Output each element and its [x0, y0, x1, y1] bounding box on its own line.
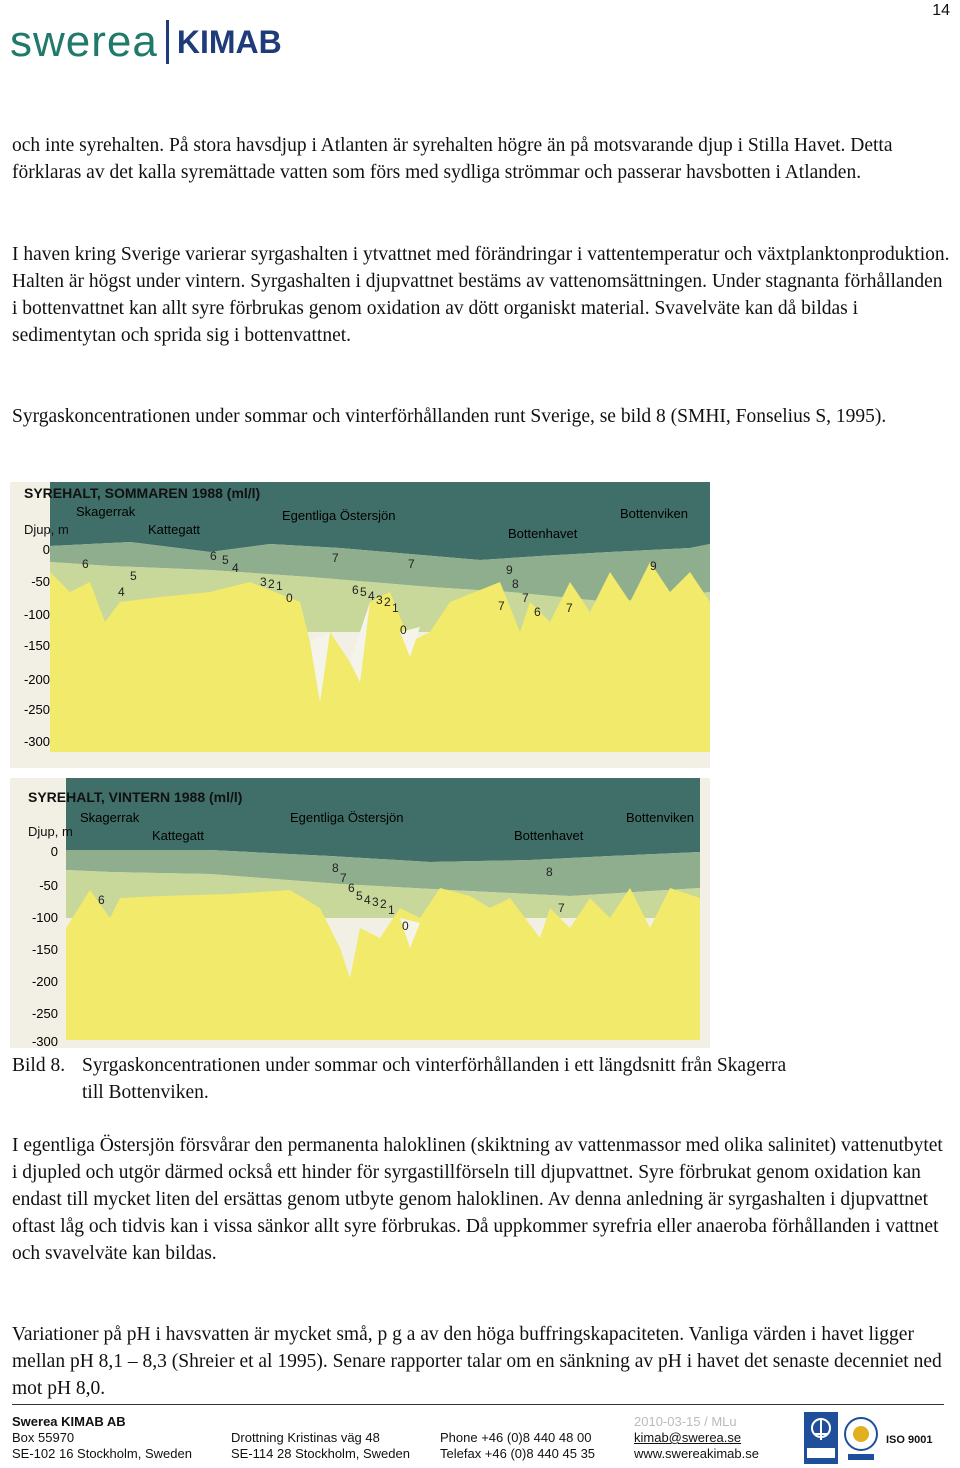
summer-title: SYREHALT, SOMMAREN 1988 (ml/l) — [24, 485, 261, 501]
winter-isoline-label: 3 — [372, 895, 379, 909]
summer-isoline-label: 6 — [534, 605, 541, 619]
footer-street: Drottning Kristinas väg 48 — [231, 1430, 380, 1445]
winter-region-bothnian-bay: Bottenviken — [626, 810, 694, 825]
paragraph-2: I haven kring Sverige varierar syrgashalten i ytvattnet med förändringar i vattentemperatur och växtplanktonproduktion. Halten är högst under vintern. Syrgashalten i djupvattnet bestäms av vattenomsättningen. Under stagnanta förhållanden i bottenvattnet kan allt syre förbrukas genom oxidation av dött organiskt material. Svavelväte kan då bildas i sedimentytan och sprida sig i bottenvattnet. — [12, 244, 950, 346]
summer-tick-200: -200 — [23, 672, 50, 687]
caption-label: Bild 8. — [12, 1055, 66, 1076]
logo-swerea: swerea — [10, 17, 158, 66]
page-footer — [0, 1404, 960, 1468]
summer-oxygen-section — [10, 482, 710, 768]
footer-postal-2: SE-114 28 Stockholm, Sweden — [231, 1446, 410, 1461]
footer-iso: ISO 9001 — [886, 1434, 933, 1446]
paragraph-1: och inte syrehalten. På stora havsdjup i Atlanten är syrehalten högre än på motsvarande djup i Stilla Havet. Detta förklaras av det kalla syremättade vatten som förs med sydliga strömmar och passerar havsbotten i Atlanden. — [12, 135, 893, 183]
summer-isoline-label: 7 — [408, 557, 415, 571]
summer-isoline-label: 4 — [368, 589, 375, 603]
winter-isoline-label: 1 — [388, 903, 395, 917]
winter-isoline-label: 5 — [356, 889, 363, 903]
summer-region-skagerrak: Skagerrak — [76, 504, 136, 519]
figure-summer-oxygen — [10, 482, 710, 768]
summer-region-bothnian-bay: Bottenviken — [620, 506, 688, 521]
summer-isoline-label: 9 — [650, 559, 657, 573]
winter-tick-100: -100 — [31, 910, 58, 925]
summer-isoline-label: 6 — [82, 557, 89, 571]
winter-isoline-label: 0 — [402, 919, 409, 933]
summer-isoline-label: 5 — [360, 585, 367, 599]
footer-contact — [634, 1414, 759, 1462]
summer-region-bothnian-sea: Bottenhavet — [508, 526, 578, 541]
winter-isoline-label: 6 — [98, 893, 105, 907]
logo-kimab: KIMAB — [176, 23, 282, 60]
summer-isoline-label: 0 — [286, 591, 293, 605]
winter-region-kattegatt: Kattegatt — [152, 828, 205, 843]
footer-email[interactable]: kimab@swerea.se — [634, 1430, 742, 1445]
summer-isoline-label: 5 — [222, 553, 229, 567]
swedac-accreditation-logo — [842, 1412, 880, 1467]
summer-isoline-label: 3 — [260, 575, 267, 589]
summer-tick-300: -300 — [23, 734, 50, 749]
winter-tick-250: -250 — [31, 1006, 58, 1021]
summer-isoline-label: 2 — [268, 577, 275, 591]
page-number: 14 — [932, 2, 950, 19]
footer-divider — [12, 1404, 944, 1405]
summer-isoline-label: 8 — [512, 577, 519, 591]
footer-address — [12, 1414, 192, 1462]
summer-isoline-label: 6 — [352, 583, 359, 597]
summer-isoline-label: 7 — [332, 551, 339, 565]
swerea-kimab-logo — [10, 18, 282, 66]
summer-tick-150: -150 — [23, 638, 50, 653]
footer-postal-1: SE-102 16 Stockholm, Sweden — [12, 1446, 192, 1461]
summer-isoline-label: 1 — [276, 579, 283, 593]
winter-isoline-label: 8 — [546, 865, 553, 879]
winter-isoline-label: 7 — [340, 871, 347, 885]
footer-visiting — [231, 1430, 410, 1462]
winter-depth-label: Djup, m — [28, 824, 73, 839]
winter-tick-300: -300 — [31, 1034, 58, 1048]
figure-winter-oxygen — [10, 778, 710, 1048]
winter-tick-50: -50 — [39, 878, 58, 893]
footer-phone: Phone +46 (0)8 440 48 00 — [440, 1430, 592, 1445]
summer-tick-100: -100 — [23, 607, 50, 622]
logo-divider — [166, 20, 169, 64]
summer-isoline-label: 9 — [506, 563, 513, 577]
summer-isoline-label: 2 — [384, 595, 391, 609]
summer-region-baltic-proper: Egentliga Östersjön — [282, 508, 396, 523]
paragraph-5: Variationer på pH i havsvatten är mycket små, p g a av den höga buffringskapaciteten. Vanliga värden i havet ligger mellan pH 8,1 – 8,3 (Shreier et al 1995). Senare rapporter talar om en sänkning av pH i havet det senaste decenniet ned mot pH 8,0. — [12, 1324, 942, 1399]
summer-isoline-label: 5 — [130, 569, 137, 583]
footer-company: Swerea KIMAB AB — [12, 1414, 126, 1429]
footer-phone-block — [440, 1430, 595, 1462]
summer-isoline-label: 1 — [392, 601, 399, 615]
summer-isoline-label: 7 — [566, 601, 573, 615]
summer-isoline-label: 4 — [118, 585, 125, 599]
dnv-certification-logo — [804, 1412, 838, 1467]
footer-date: 2010-03-15 / MLu — [634, 1414, 737, 1429]
summer-tick-50: -50 — [31, 574, 50, 589]
winter-isoline-label: 6 — [348, 881, 355, 895]
winter-tick-200: -200 — [31, 974, 58, 989]
winter-isoline-label: 7 — [558, 901, 565, 915]
summer-tick-250: -250 — [23, 702, 50, 717]
winter-isoline-label: 4 — [364, 893, 371, 907]
winter-region-baltic-proper: Egentliga Östersjön — [290, 810, 404, 825]
summer-isoline-label: 7 — [522, 591, 529, 605]
winter-tick-150: -150 — [31, 942, 58, 957]
summer-isoline-label: 3 — [376, 593, 383, 607]
paragraph-4: I egentliga Östersjön försvårar den permanenta haloklinen (skiktning av vattenmassor med olika salinitet) vattenutbytet i djupled och utgör därmed också ett hinder för syrgastillförseln till djupvattnet. Syre förbrukat genom oxidation kan endast till mycket liten del ersättas genom utbyte genom haloklinen. Av denna anledning är syrgashalten i djupvattnet oftast låg och tidvis kan i vissa sänkor allt syre förbrukas. Då uppkommer syrefria eller anaeroba förhållanden i vattnet och svavelväte kan bildas. — [12, 1135, 943, 1264]
winter-tick-0: 0 — [50, 844, 58, 859]
winter-oxygen-section — [10, 778, 710, 1048]
winter-isoline-label: 2 — [380, 897, 387, 911]
winter-title: SYREHALT, VINTERN 1988 (ml/l) — [28, 789, 243, 805]
summer-isoline-label: 7 — [498, 599, 505, 613]
summer-depth-label: Djup, m — [24, 522, 69, 537]
winter-isoline-label: 8 — [332, 861, 339, 875]
caption-line-1: Syrgaskoncentrationen under sommar och vinterförhållanden i ett längdsnitt från Skagerra — [82, 1055, 787, 1076]
footer-box: Box 55970 — [12, 1430, 75, 1445]
winter-region-bothnian-sea: Bottenhavet — [514, 828, 584, 843]
figure-caption — [12, 1052, 950, 1106]
summer-tick-0: 0 — [42, 542, 50, 557]
footer-fax: Telefax +46 (0)8 440 45 35 — [440, 1446, 596, 1461]
summer-isoline-label: 6 — [210, 549, 217, 563]
paragraph-3: Syrgaskoncentrationen under sommar och vinterförhållanden runt Sverige, se bild 8 (SMHI, Fonselius S, 1995). — [12, 406, 887, 427]
summer-isoline-label: 4 — [232, 561, 239, 575]
summer-isoline-label: 0 — [400, 623, 407, 637]
winter-region-skagerrak: Skagerrak — [80, 810, 140, 825]
caption-line-2: till Bottenviken. — [82, 1082, 209, 1103]
summer-region-kattegatt: Kattegatt — [148, 522, 201, 537]
footer-web[interactable]: www.swereakimab.se — [634, 1446, 759, 1461]
